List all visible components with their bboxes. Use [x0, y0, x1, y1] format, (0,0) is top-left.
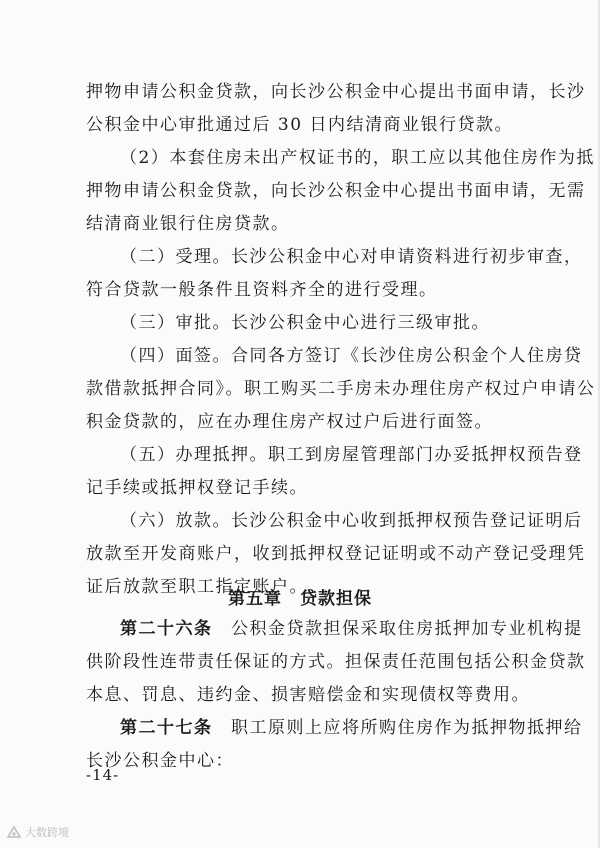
text-line: 本息、罚息、违约金、损害赔偿金和实现债权等费用。 — [86, 685, 530, 705]
chapter-heading: 第五章 贷款担保 — [228, 589, 372, 609]
text-line: （四）面签。合同各方签订《长沙住房公积金个人住房贷 — [120, 346, 583, 366]
watermark-logo-icon — [6, 825, 22, 839]
text-line: 积金贷款的，应在办理住房产权过户后进行面签。 — [86, 412, 493, 432]
text-line: 放款至开发商账户，收到抵押权登记证明或不动产登记受理凭 — [86, 544, 586, 564]
text-line: 款借款抵押合同》。职工购买二手房未办理住房产权过户申请公 — [86, 379, 596, 399]
watermark — [6, 824, 69, 840]
text-line: 符合贷款一般条件且资料齐全的进行受理。 — [86, 280, 438, 300]
text-line: 记手续或抵押权登记手续。 — [86, 478, 308, 498]
text-line: 长沙公积金中心： — [86, 751, 234, 771]
text-line: （二）受理。长沙公积金中心对申请资料进行初步审查， — [120, 247, 583, 267]
text-line: （2）本套住房未出产权证书的，职工应以其他住房作为抵 — [120, 148, 595, 168]
text-line: 押物申请公积金贷款，向长沙公积金中心提出书面申请，无需 — [86, 181, 586, 201]
text-line: 公积金贷款担保采取住房抵押加专业机构提 — [231, 619, 583, 639]
text-line: （三）审批。长沙公积金中心进行三级审批。 — [120, 313, 490, 333]
text-line: 供阶段性连带责任保证的方式。担保责任范围包括公积金贷款 — [86, 652, 586, 672]
text-line: 结清商业银行住房贷款。 — [86, 214, 290, 234]
text-line: 职工原则上应将所购住房作为抵押物抵押给 — [231, 718, 583, 738]
article-26-label: 第二十六条 — [120, 619, 213, 639]
text-line: （六）放款。长沙公积金中心收到抵押权预告登记证明后 — [120, 511, 583, 531]
article-27-label: 第二十七条 — [120, 718, 213, 738]
text-line: 公积金中心审批通过后 30 日内结清商业银行贷款。 — [86, 115, 513, 135]
article-26-first-line — [86, 613, 583, 646]
body-text-top — [86, 76, 596, 604]
body-text-bottom — [86, 613, 586, 778]
text-line: 押物申请公积金贷款，向长沙公积金中心提出书面申请，长沙 — [86, 82, 586, 102]
text-line: 证后放款至职工指定账户。 — [86, 577, 308, 597]
watermark-text: 大数跨境 — [25, 826, 69, 839]
page-number: -14- — [86, 766, 120, 784]
article-27-first-line — [86, 712, 583, 745]
text-line: （五）办理抵押。职工到房屋管理部门办妥抵押权预告登 — [120, 445, 583, 465]
